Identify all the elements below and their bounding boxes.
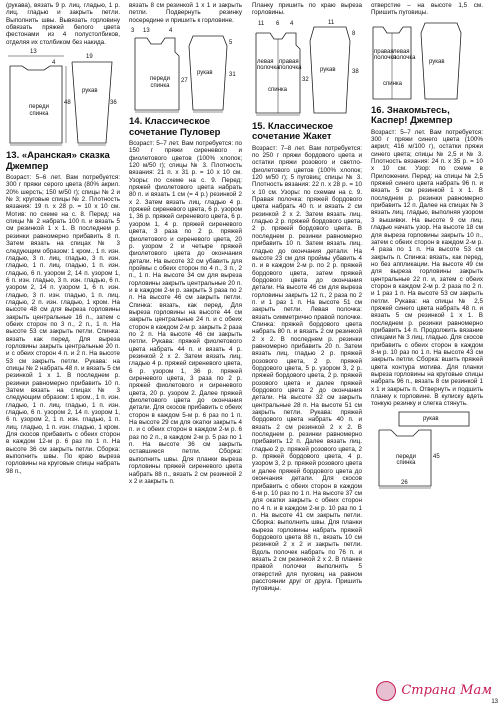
diagram-dim-2: 6 bbox=[276, 20, 280, 27]
diagram-dim-4: 5 bbox=[229, 40, 233, 47]
column-4 bbox=[371, 2, 483, 493]
section-body-15: Возраст: 7–8 лет. Вам потребуется: по 250 г пряжи бордового цвета и остатки пряжи розового и светло-фиолетового цветов (100% хлопок; 120 м/50 г); 5 пуговиц; спицы № 3. Плотность вязания: 22 п. х 28 р. = 10 х 10 см. Узоры: по схемам на с. 9. Правая полочка: пряжей бордового цвета набрать 40 п. и вязать 2 см резинкой 2 х 2. Затем вязать лиц. гладью 2 р. пряжей бордового цвета, 2 р. пряжей бордового цвета. В последнем р. резинки равномерно прибавить 10 п. Затем вязать лиц. гладью до окончания детали. На высоте 23 см для проймы убавить 4 п. и в каждом 2-м р. по 2 р. пряжей бордового цвета, затем пряжей бордового цвета до окончания детали. На высоте 46 см для выреза горловины закрыть 12 п., 2 раза по 2 п. и 1 раз 1 п. На высоте 51 см закрыть петли. Левая полочка: вязать симметрично правой полочке. Спинка: пряжей бордового цвета набрать 80 п. и вязать 2 см резинкой 2 х 2. В последнем р. резинки равномерно прибавить 20 п. Затем вязать лиц. гладью 2 р. пряжей розового цвета, 2 р. пряжей бордового цвета, 5 р. узором 3, 2 р. пряжей бордового цвета, 2 р. пряжей розового цвета и далее пряжей бордового цвета 2 до окончания детали. На высоте 32 см закрыть центральные 28 п. На высоте 51 см закрыть петли. Рукава: пряжей бордового цвета набрать 40 п. и вязать 2 см резинкой 2 х 2. В последнем р. резинки равномерно прибавить 12 п. Далее вязать лиц. гладью 2 р. пряжей розового цвета, 2 р. пряжей бордового цвета, 4 р. узором 3, 2 р. пряжей розового цвета и далее пряжей бордового цвета до окончания детали. Для скосов прибавить с обеих сторон в каждом 6-м р. 10 раз по 1 п. На высоте 37 см для окатки закрыть с обеих сторон по 4 п. и в каждом 2-м р. 10 раз по 1 п. На высоте 41 см закрыть петли. Сборка: выполнить швы. Для планки выреза горловины набрать пряжей бордового цвета 88 п., вязать 10 см резинкой 2 х 2 и закрыть петли. Вдоль полочек набрать по 76 п. и вязать 2 см резинкой 2 х 2. В планке правой полочки выполнить 5 отверстий для пуговиц на равном расстоянии друг от друга. Пришить пуговицы. bbox=[252, 144, 362, 593]
diagram-label-front-back: переди спинка bbox=[396, 453, 416, 467]
diagram-dim-1: 45 bbox=[433, 453, 440, 460]
diagram-dim-3: 4 bbox=[290, 20, 294, 27]
section-title-13: 13. «Аранская» сказка Джемпер bbox=[6, 150, 110, 172]
diagram-dim-3: 4 bbox=[52, 60, 56, 67]
diagram-dim-1: 3 bbox=[131, 28, 135, 35]
section-body-13: Возраст: 5–6 лет. Вам потребуется: 300 г пряжи серого цвета (80% акрил. 20% шерсть; 150 м/50 г); спицы № 2 и № 3; круговые спицы № 2. Плотность вязания: 19 п. х 28 р. = 10 х 10 см. Мотив: по схеме на с. 8. Перед: на спицы № 2 набрать 100 п. и вязать 5 см резинкой 1 х 1. В последнем р. резинки равномерно прибавить 8 п. Затем вязать на спицах № 3 следующим образом: 1 кром., 1 п. изн. гладью, 3 п. лиц. гладью, 3 п. изн. гладью, 1 п. лиц. гладью, 1 п. изн. гладью, 6 п. узором 2, 14 п. узором 1, 6 п. изн. гладью, 3 п. изн. гладью, 6 п. узором 2, 14 п. узором 1, 6 п. изн. гладью, 3 п. изн. гладью, 1 п. лиц. гладью, 2 п. изн. гладью, 1 кром. На высоте 48 см для выреза горловины закрыть центральные 16 п., затем с обеих сторон по 3 п., 2 п., 1 п. На высоте 53 см закрыть петли. Спинка: вязать как перед. Для выреза горловины закрыть центральные 20 п. и с обеих сторон 4 п. и 2 п. На высоте 53 см закрыть петли. Рукава: на спицы № 2 набрать 48 п. и вязать 5 см резинкой 1 х 1. В последнем р. резинки равномерно прибавить 10 п. Затем вязать на спицах № 3 следующим образом: 1 кром., 1 п. изн. гладью, 1 п. лиц. гладью, 1 п. изн. гладью, 6 п. узором 2, 14 п. узором 1, 6 п. узором 2, 1 п. изн. гладью, 1 п. лиц. гладью, 1 п. изн. гладью, 1 кром. Для скосов прибавить с обеих сторон в каждом 12-м р. 6 раз по 1 п. На высоте 36 см закрыть петли. Сборка: выполнить швы. По краю выреза горловины на круговые спицы набрать 98 п., bbox=[6, 174, 120, 475]
diagram-label-front-left: левая полочка bbox=[393, 48, 416, 62]
diagram-label-sleeve: рукав bbox=[197, 70, 213, 77]
diagram-dim-2: 26 bbox=[401, 479, 408, 486]
page-number: 13 bbox=[491, 699, 498, 705]
diagram-label-sleeve: рукав bbox=[429, 58, 445, 65]
diagram-dim-3: 4 bbox=[169, 28, 173, 35]
pattern-diagram-15b bbox=[371, 19, 483, 103]
section-title-15: 15. Классическое сочетание Жакет bbox=[252, 120, 334, 143]
diagram-label-back: спинка bbox=[268, 86, 288, 93]
diagram-label-front-left: левая полочка bbox=[257, 58, 280, 72]
watermark-logo-icon bbox=[376, 681, 396, 701]
diagram-label-front-right: правая полочка bbox=[279, 58, 302, 72]
diagram-dim-1: 11 bbox=[258, 20, 265, 27]
column-3 bbox=[252, 2, 362, 593]
continued-text: Планку пришить по краю выреза горловины. bbox=[252, 2, 362, 17]
section-body-16: Возраст: 5–7 лет. Вам потребуется: 300 г пряжи синего цвета (100% акрил; 416 м/100 г), остатки пряжи синего цвета; спицы № 2,5 и № 3. Плотность вязания: 24 п. х 35 р. = 10 х 10 см. Узор: по схеме в Приложении. Перед: на спицы № 2,5 пряжей синего цвета набрать 96 п. и вязать 5 см резинкой 1 х 1. В последнем р. резинки равномерно прибавить 12 п. Далее на спицах № 3 вязать лиц. гладью, выполняя узором 3 вышивки. На высоте 9 см лиц. гладью начать узор. На высоте 18 см для выреза горловины закрыть 10 п., затем с обеих сторон в каждом 2-м р. 4 раза по 1 п. На высоте 53 см закрыть п. Спинка: вязать, как перед, но без аппликации. На высоте 49 см для выреза горловины закрыть центральные 22 п. и, затем с обеих сторон в каждом 2-м р. 2 раза по 2 п. и 1 раз 1 п. На высоте 53 см закрыть петли. Рукава: на спицы № 2,5 пряжей синего цвета набрать 48 п. и вязать 5 см резинкой 1 х 1. В последнем р. резинки равномерно прибавить 14 п. Продолжить вязание спицами № 3 лиц. гладью. Для скосов прибавить с обеих сторон в каждом 8-м р. 10 раз по 1 п. На высоте 43 см закрыть петли. Сборка: вшить пряжей цвета контура мотива. Для планки выреза горловины на круговые спицы набрать 96 п., вязать 8 см резинкой 1 х 1 и закрыть п. Отвернуть и подшить планку к горловине. В кулиску вдеть тонкую резинку и слегка стянуть. bbox=[371, 128, 483, 408]
continued-text: отверстие – на высоте 1,5 см. Пришить пуговицы. bbox=[371, 2, 483, 17]
diagram-label-back: спинка bbox=[383, 80, 403, 87]
diagram-dim-5: 11 bbox=[328, 19, 335, 26]
diagram-dim-6: 27 bbox=[181, 78, 188, 85]
section-title-16: 16. Знакомьтесь, Каспер! Джемпер bbox=[371, 104, 453, 127]
diagram-dim-6: 38 bbox=[352, 68, 359, 75]
diagram-label-front-right: правая полочка bbox=[374, 48, 397, 62]
diagram-dim-4: 36 bbox=[110, 100, 117, 107]
diagram-label-front-back: переди спинка bbox=[29, 104, 49, 117]
pattern-diagram-16 bbox=[371, 410, 483, 490]
diagram-dim-4: 8 bbox=[352, 30, 356, 37]
column-1 bbox=[6, 2, 120, 475]
sweater-schematic-13 bbox=[6, 48, 120, 148]
diagram-dim-7: 32 bbox=[302, 76, 309, 83]
diagram-label-sleeve: рукав bbox=[320, 66, 336, 73]
diagram-dim-2: 19 bbox=[86, 54, 93, 61]
pullover-schematic-14 bbox=[129, 26, 242, 114]
section-body-14: Возраст: 5–7 лет. Вам потребуется: по 150 г пряжи сиреневого и фиолетового цветов (100% хлопок; 120 м/50 г); спицы № 3. Плотность вязания: 21 п. х 31 р. = 10 х 10 см. Узоры: по схеме на с. 9. Перед: пряжей фиолетового цвета набрать 80 п. и вязать 1 см (= 4 р.) резинкой 2 х 2. Затем вязать лиц. гладью 4 р. пряжей сиреневого цвета, 6 р. узором 1, 36 р. пряжей сиреневого цвета, 6 р. узором 1, 4 р. пряжей сиреневого цвета, 3 раза по 2 р. пряжей фиолетового и сиреневого цвета, 20 р. узором 2 и четыре пряжей фиолетового цвета до окончания детали. На высоте 32 см убавить для проймы с обеих сторон по 4 п., 3 п., 2 п., 1 п. На высоте 34 см для выреза горловины закрыть центральные 20 п. и в каждом 2-м р. закрыть 3 раза по 2 п. На высоте 46 см закрыть петли. Спинка: вязать, как перед. Для выреза горловины на высоте 44 см закрыть центральные 24 п. и с обеих сторон в каждом 2-м р. закрыть 2 раза по 2 п. На высоте 46 см закрыть петли. Рукава: пряжей фиолетового цвета набрать 44 п. и вязать 4 р. резинкой 2 х 2. Затем вязать лиц. гладью 4 р. пряжей сиреневого цвета, 6 р. узором 1, 36 р. пряжей сиреневого цвета, 3 раза по 2 р. пряжей фиолетового и сиреневого цвета, 20 р. узором 2. Далее пряжей фиолетового цвета до окончания детали. Для скосов прибавить с обеих сторон в каждом 5-м р. 6 раз по 1 п. На высоте 29 см для окатки закрыть 4 п. и с обеих сторон в каждом 2-м р. 6 раз по 2 п., в каждом 2-м р. 5 раз по 1 п. На высоте 36 см закрыть оставшиеся петли. Сборка: выполнить швы. Для планки выреза горловины пряжей сиреневого цвета набрать 88 п., вязать 2 см резинкой 2 х 2 и закрыть п. bbox=[129, 140, 242, 485]
diagram-dim-2: 13 bbox=[143, 28, 150, 35]
diagram-dim-5: 48 bbox=[64, 100, 71, 107]
pattern-diagram-13 bbox=[6, 48, 120, 148]
pattern-diagram-15 bbox=[252, 19, 362, 119]
continued-text: вязать 8 см резинкой 1 х 1 и закрыть петли. Подвернуть резинку посередине и пришить к горловине. bbox=[129, 2, 242, 24]
continued-text: (рукава), вязать 9 р. лиц. гладью, 1 р. лиц. гладью и закрыть петли. Выполнить швы. Вывязать горловину обвязать пряжей белого цвета фестонами из 4 полустолбиков, отделяя их столбиком без накида. bbox=[6, 2, 120, 46]
column-2 bbox=[129, 2, 242, 485]
pattern-diagram-14 bbox=[129, 26, 242, 114]
diagram-label-sleeve: рукав bbox=[82, 88, 98, 95]
diagram-dim-1: 13 bbox=[30, 49, 37, 56]
watermark-text: Страна Мам bbox=[401, 683, 492, 698]
diagram-label-sleeve: рукав bbox=[423, 415, 439, 422]
section-title-14: 14. Классическое сочетание Пуловер bbox=[129, 116, 221, 138]
diagram-label-front-back: переди спинка bbox=[150, 76, 170, 89]
diagram-dim-5: 31 bbox=[229, 72, 236, 79]
